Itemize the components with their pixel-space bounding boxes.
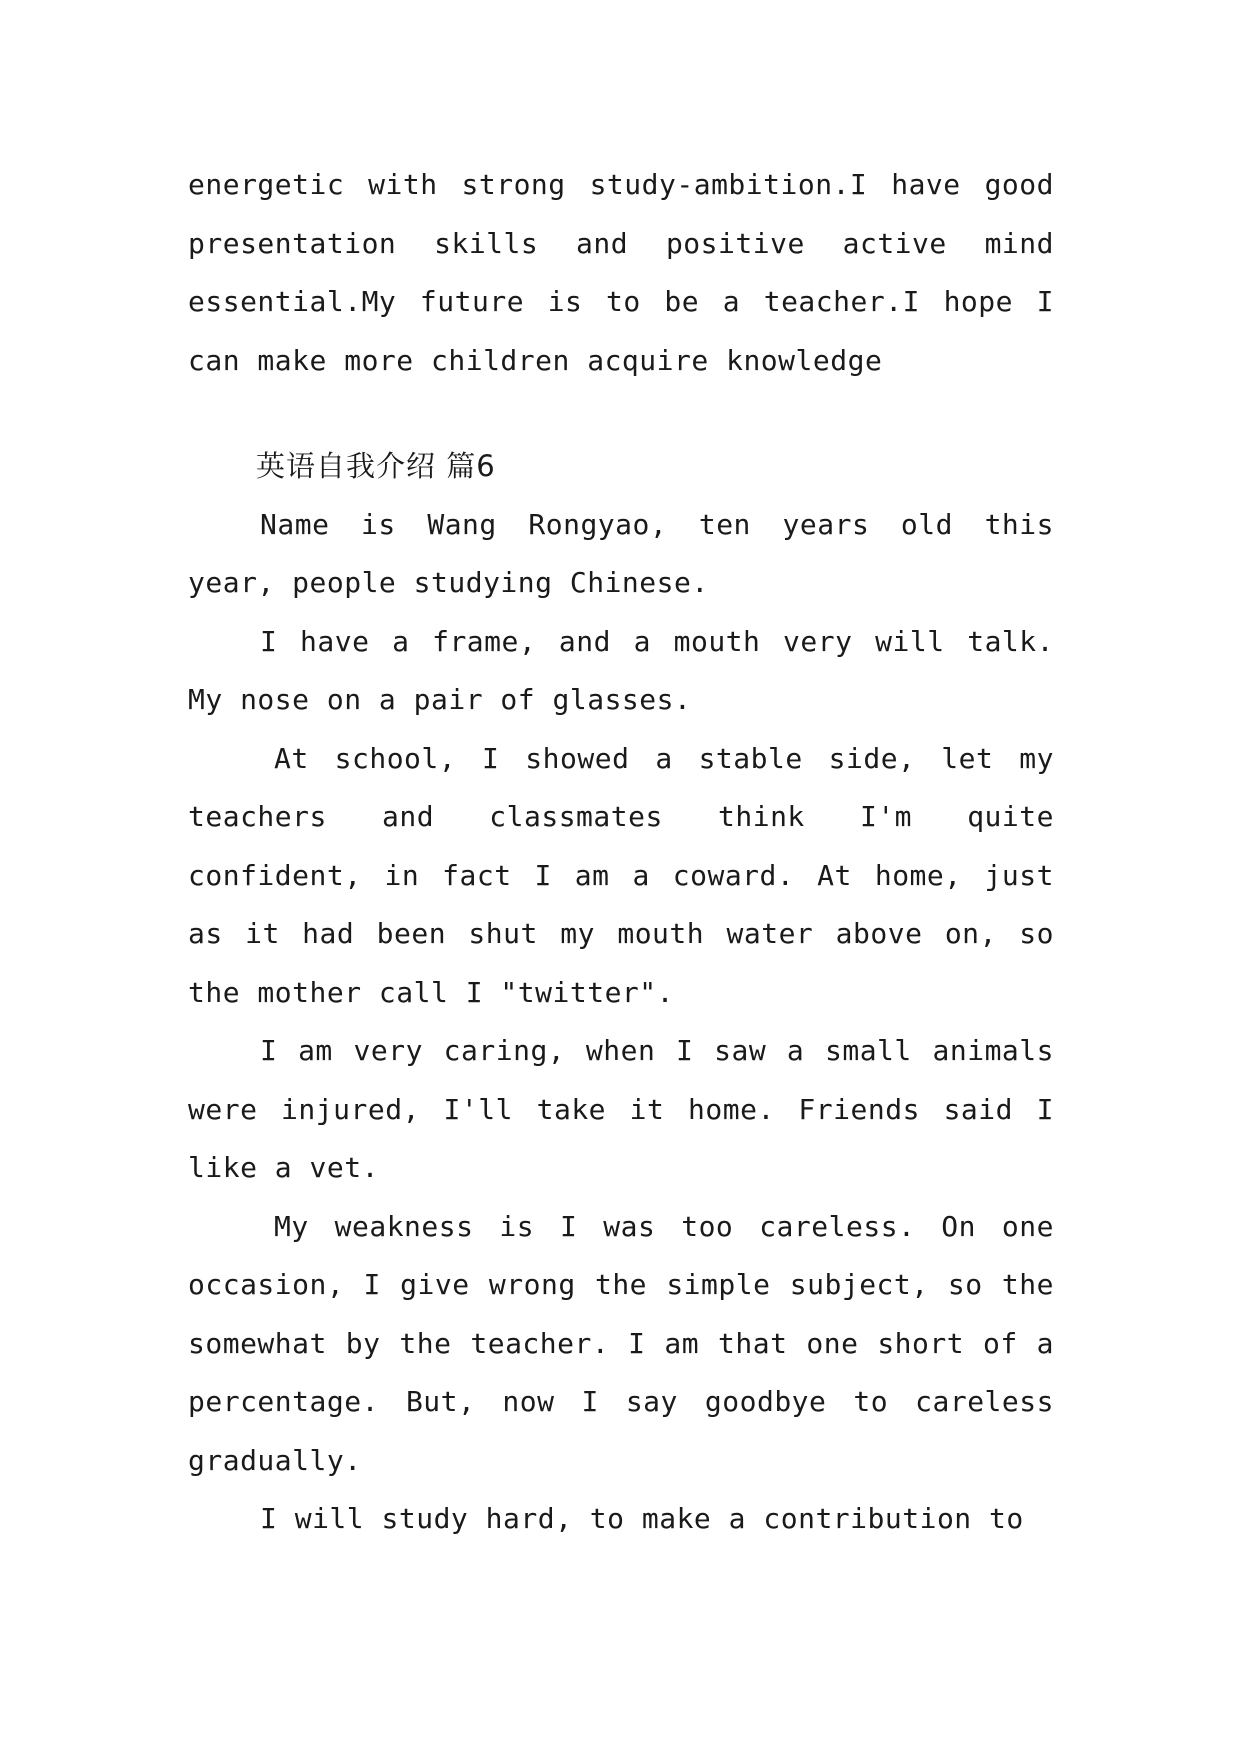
paragraph-study-hard: I will study hard, to make a contribution to: [260, 1502, 1024, 1535]
paragraph-caring: I am very caring, when I saw a small animals were injured, I'll take it home. Friends said I like a vet.: [188, 1034, 1054, 1184]
paragraph-school-home: At school, I showed a stable side, let my teachers and classmates think I'm quite confident, in fact I am a coward. At home, just as it had been shut my mouth water above on, so the mother call I "twitter".: [188, 741, 1054, 1009]
section-spacer: [188, 390, 1054, 437]
section-heading: 英语自我介绍 篇6: [256, 449, 496, 483]
continuation-paragraph: energetic with strong study-ambition.I have good presentation skills and positive active mind essential.My future is to be a teacher.I hope I can make more children acquire knowledge: [188, 168, 1054, 377]
document-body: [188, 156, 1054, 1549]
paragraph-appearance: I have a frame, and a mouth very will talk. My nose on a pair of glasses.: [188, 624, 1054, 716]
paragraph-name-intro: Name is Wang Rongyao, ten years old this year, people studying Chinese.: [188, 507, 1054, 599]
paragraph-weakness: My weakness is I was too careless. On one occasion, I give wrong the simple subject, so the somewhat by the teacher. I am that one short of a percentage. But, now I say goodbye to careless gradually.: [188, 1209, 1054, 1477]
